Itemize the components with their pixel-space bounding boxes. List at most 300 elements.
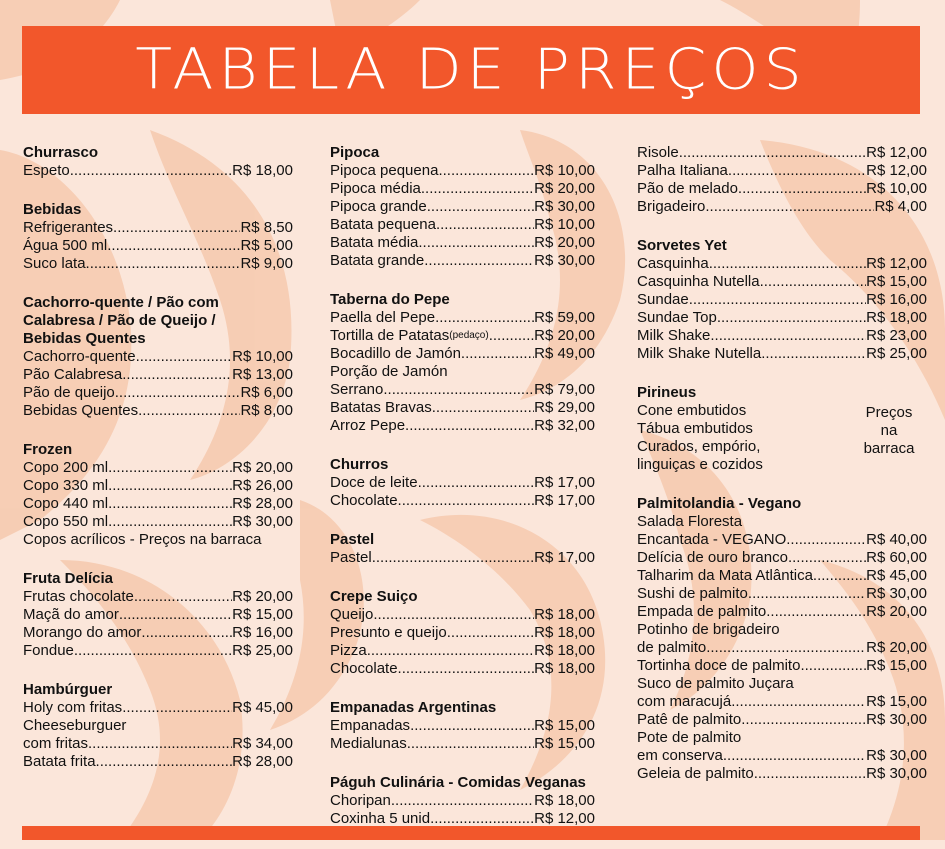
menu-item — [330, 624, 595, 642]
item-name: Casquinha Nutella — [637, 273, 760, 290]
item-name: Paella del Pepe — [330, 309, 436, 326]
item-name: Chocolate — [330, 660, 398, 677]
item-name: Bocadillo de Jamón — [330, 345, 461, 362]
dot-leader — [383, 381, 534, 399]
item-name: Refrigerantes — [23, 219, 114, 236]
menu-item — [637, 144, 927, 162]
dot-leader — [86, 255, 241, 273]
item-name: Pastel — [330, 549, 372, 566]
menu-text: Tábua embutidos — [637, 420, 753, 437]
menu-item — [330, 399, 595, 417]
menu-item — [23, 495, 293, 513]
dot-leader — [741, 711, 866, 729]
menu-item — [23, 735, 293, 753]
dot-leader — [723, 747, 866, 765]
dot-leader — [108, 459, 232, 477]
menu-item — [23, 237, 293, 255]
item-price: R$ 29,00 — [534, 399, 595, 416]
dot-leader — [432, 399, 534, 417]
item-name: Batata pequena — [330, 216, 436, 233]
item-name: Chocolate — [330, 492, 398, 509]
item-name: Batatas Bravas — [330, 399, 432, 416]
menu-item — [637, 531, 927, 549]
menu-text: Pote de palmito — [637, 729, 742, 746]
menu-item — [330, 162, 595, 180]
menu-section — [23, 441, 293, 549]
menu-text: Suco de palmito Juçara — [637, 675, 794, 692]
dot-leader — [738, 180, 866, 198]
menu-item — [23, 348, 293, 366]
dot-leader — [679, 144, 866, 162]
price-note — [849, 404, 929, 458]
section-title: Sorvetes Yet — [637, 237, 727, 254]
dot-leader — [717, 309, 866, 327]
section-title: Crepe Suiço — [330, 588, 418, 605]
item-price: R$ 20,00 — [534, 180, 595, 197]
section-title: Palmitolandia - Vegano — [637, 495, 802, 512]
menu-item — [330, 735, 595, 753]
dot-leader — [119, 606, 232, 624]
dot-leader — [731, 693, 866, 711]
item-name: Talharim da Mata Atlântica — [637, 567, 813, 584]
menu-item — [330, 549, 595, 567]
menu-section — [637, 384, 927, 474]
dot-leader — [800, 657, 866, 675]
menu-item — [330, 642, 595, 660]
dot-leader — [461, 345, 534, 363]
dot-leader — [367, 642, 534, 660]
menu-item — [330, 309, 595, 327]
menu-text: Cheeseburguer — [23, 717, 127, 734]
menu-item — [637, 345, 927, 363]
dot-leader — [88, 735, 232, 753]
menu-item — [637, 198, 927, 216]
dot-leader — [70, 162, 232, 180]
item-price: R$ 28,00 — [232, 495, 293, 512]
menu-item — [637, 255, 927, 273]
item-name: Presunto e queijo — [330, 624, 447, 641]
item-name: Arroz Pepe — [330, 417, 406, 434]
dot-leader — [122, 699, 232, 717]
dot-leader — [407, 735, 534, 753]
item-price: R$ 79,00 — [534, 381, 595, 398]
item-name: Cachorro-quente — [23, 348, 136, 365]
dot-leader — [427, 198, 534, 216]
item-name: Milk Shake — [637, 327, 711, 344]
item-price: R$ 32,00 — [534, 417, 595, 434]
item-name: Pão Calabresa — [23, 366, 123, 383]
item-price: R$ 15,00 — [866, 657, 927, 674]
item-price: R$ 30,00 — [534, 198, 595, 215]
item-name: Choripan — [330, 792, 391, 809]
menu-item — [330, 252, 595, 270]
dot-leader — [689, 291, 866, 309]
menu-item — [23, 219, 293, 237]
dot-leader — [115, 384, 241, 402]
item-name: Copo 550 ml — [23, 513, 109, 530]
menu-item — [23, 606, 293, 624]
menu-section — [330, 588, 595, 678]
dot-leader — [74, 642, 232, 660]
dot-leader — [405, 417, 534, 435]
dot-leader — [96, 753, 233, 771]
item-name: Suco lata — [23, 255, 86, 272]
menu-item — [637, 291, 927, 309]
item-price: R$ 20,00 — [534, 327, 595, 344]
menu-item — [330, 327, 595, 345]
menu-item — [330, 234, 595, 252]
item-name: Morango do amor — [23, 624, 142, 641]
item-name: Empanadas — [330, 717, 411, 734]
section-title: Páguh Culinária - Comidas Veganas — [330, 774, 586, 791]
dot-leader — [766, 603, 866, 621]
dot-leader — [435, 309, 534, 327]
section-title: Churrasco — [23, 144, 99, 161]
menu-item — [23, 753, 293, 771]
dot-leader — [786, 531, 866, 549]
item-price: R$ 6,00 — [240, 384, 293, 401]
dot-leader — [430, 810, 534, 828]
menu-item — [23, 477, 293, 495]
dot-leader — [438, 162, 534, 180]
menu-item — [330, 474, 595, 492]
item-price: R$ 45,00 — [232, 699, 293, 716]
menu-item — [23, 384, 293, 402]
item-name: com fritas — [23, 735, 89, 752]
title-banner — [22, 26, 920, 114]
menu-item — [330, 417, 595, 435]
item-price: R$ 10,00 — [866, 180, 927, 197]
menu-item — [637, 585, 927, 603]
item-price: R$ 15,00 — [232, 606, 293, 623]
menu-item — [637, 180, 927, 198]
dot-leader — [748, 585, 866, 603]
column-2 — [330, 144, 595, 849]
item-price: R$ 18,00 — [232, 162, 293, 179]
item-price: R$ 15,00 — [866, 693, 927, 710]
menu-item — [330, 198, 595, 216]
section-title: Calabresa / Pão de Queijo / — [23, 312, 216, 329]
item-price: R$ 20,00 — [534, 234, 595, 251]
dot-leader — [447, 624, 534, 642]
item-name: Frutas chocolate — [23, 588, 134, 605]
item-name: Copo 200 ml — [23, 459, 109, 476]
page-title: TABELA DE PREÇOS — [135, 37, 807, 103]
section-title: Empanadas Argentinas — [330, 699, 497, 716]
menu-section — [23, 201, 293, 273]
item-price: R$ 12,00 — [866, 255, 927, 272]
item-price: R$ 13,00 — [232, 366, 293, 383]
item-name: Sundae Top — [637, 309, 717, 326]
menu-text: Porção de Jamón — [330, 363, 448, 380]
item-price: R$ 18,00 — [534, 606, 595, 623]
item-price: R$ 12,00 — [866, 144, 927, 161]
item-price: R$ 20,00 — [232, 459, 293, 476]
item-price: R$ 17,00 — [534, 492, 595, 509]
item-name: Bebidas Quentes — [23, 402, 139, 419]
item-name: de palmito — [637, 639, 707, 656]
item-name: Milk Shake Nutella — [637, 345, 762, 362]
item-price: R$ 30,00 — [866, 585, 927, 602]
dot-leader — [138, 402, 240, 420]
item-name: Serrano — [330, 381, 384, 398]
item-price: R$ 10,00 — [534, 216, 595, 233]
menu-item — [330, 606, 595, 624]
menu-item — [23, 642, 293, 660]
menu-item — [23, 162, 293, 180]
item-price: R$ 30,00 — [866, 747, 927, 764]
menu-item — [23, 624, 293, 642]
section-title: Cachorro-quente / Pão com — [23, 294, 219, 311]
section-title: Bebidas Quentes — [23, 330, 146, 347]
item-name: Geleia de palmito — [637, 765, 754, 782]
menu-text: linguiças e cozidos — [637, 456, 763, 473]
item-price: R$ 20,00 — [866, 603, 927, 620]
dot-leader — [705, 198, 874, 216]
menu-item — [330, 792, 595, 810]
item-name: Espeto — [23, 162, 70, 179]
menu-item — [23, 699, 293, 717]
menu-item — [23, 366, 293, 384]
dot-leader — [410, 717, 534, 735]
price-note-line: barraca — [863, 440, 915, 457]
menu-item — [637, 657, 927, 675]
item-price: R$ 12,00 — [866, 162, 927, 179]
item-price: R$ 17,00 — [534, 474, 595, 491]
item-price: R$ 4,00 — [874, 198, 927, 215]
menu-text: Cone embutidos — [637, 402, 747, 419]
item-name: com maracujá — [637, 693, 732, 710]
item-name: Batata frita — [23, 753, 96, 770]
menu-item — [637, 693, 927, 711]
item-price: R$ 18,00 — [534, 792, 595, 809]
item-price: R$ 25,00 — [866, 345, 927, 362]
column-3 — [637, 144, 927, 804]
item-name: Sundae — [637, 291, 689, 308]
dot-leader — [107, 237, 240, 255]
menu-item — [637, 603, 927, 621]
menu-item — [330, 381, 595, 399]
item-name: Tortilla de Patatas — [330, 327, 450, 344]
menu-section — [330, 699, 595, 753]
menu-section — [637, 144, 927, 216]
item-name: Patê de palmito — [637, 711, 742, 728]
item-price: R$ 60,00 — [866, 549, 927, 566]
item-name: Batata grande — [330, 252, 425, 269]
item-name: Brigadeiro — [637, 198, 706, 215]
menu-item — [637, 162, 927, 180]
menu-section — [23, 570, 293, 660]
section-title: Fruta Delícia — [23, 570, 114, 587]
dot-leader — [813, 567, 866, 585]
dot-leader — [436, 216, 534, 234]
item-price: R$ 15,00 — [534, 735, 595, 752]
item-price: R$ 15,00 — [534, 717, 595, 734]
item-price: R$ 20,00 — [866, 639, 927, 656]
item-name: Pão de queijo — [23, 384, 115, 401]
menu-section — [637, 237, 927, 363]
item-price: R$ 30,00 — [866, 765, 927, 782]
menu-section — [330, 144, 595, 270]
dot-leader — [754, 765, 866, 783]
item-price: R$ 9,00 — [240, 255, 293, 272]
menu-section — [330, 291, 595, 435]
menu-section — [23, 681, 293, 771]
item-name: Risole — [637, 144, 679, 161]
item-name: Pipoca grande — [330, 198, 427, 215]
item-price: R$ 15,00 — [866, 273, 927, 290]
dot-leader — [489, 327, 534, 345]
item-name: Tortinha doce de palmito — [637, 657, 801, 674]
menu-item — [23, 402, 293, 420]
menu-item — [23, 588, 293, 606]
item-name: Copo 440 ml — [23, 495, 109, 512]
dot-leader — [424, 252, 534, 270]
dot-leader — [141, 624, 232, 642]
dot-leader — [134, 588, 232, 606]
menu-text: Potinho de brigadeiro — [637, 621, 780, 638]
item-price: R$ 10,00 — [534, 162, 595, 179]
item-price: R$ 59,00 — [534, 309, 595, 326]
item-price: R$ 49,00 — [534, 345, 595, 362]
item-price: R$ 10,00 — [232, 348, 293, 365]
menu-item — [637, 765, 927, 783]
dot-leader — [418, 234, 534, 252]
menu-item — [23, 459, 293, 477]
dot-leader — [398, 492, 535, 510]
item-name: Queijo — [330, 606, 374, 623]
menu-section — [637, 495, 927, 783]
section-title: Pipoca — [330, 144, 380, 161]
section-title: Taberna do Pepe — [330, 291, 450, 308]
item-price: R$ 25,00 — [232, 642, 293, 659]
dot-leader — [760, 273, 867, 291]
menu-item — [637, 567, 927, 585]
item-price: R$ 8,00 — [240, 402, 293, 419]
item-name: Casquinha — [637, 255, 709, 272]
item-price: R$ 18,00 — [534, 660, 595, 677]
dot-leader — [418, 474, 535, 492]
menu-section — [23, 294, 293, 420]
menu-item — [637, 549, 927, 567]
menu-item — [637, 327, 927, 345]
item-name: Fondue — [23, 642, 74, 659]
item-name: Batata média — [330, 234, 419, 251]
item-name: Holy com fritas — [23, 699, 123, 716]
item-name: Água 500 ml — [23, 237, 108, 254]
item-name: Medialunas — [330, 735, 407, 752]
item-price: R$ 18,00 — [866, 309, 927, 326]
dot-leader — [122, 366, 232, 384]
item-price: R$ 16,00 — [232, 624, 293, 641]
item-price: R$ 30,00 — [534, 252, 595, 269]
item-name: Pizza — [330, 642, 367, 659]
item-price: R$ 18,00 — [534, 624, 595, 641]
menu-text: Copos acrílicos - Preços na barraca — [23, 531, 262, 548]
menu-section — [330, 774, 595, 828]
dot-leader — [398, 660, 535, 678]
dot-leader — [706, 639, 866, 657]
dot-leader — [136, 348, 233, 366]
item-price: R$ 17,00 — [534, 549, 595, 566]
dot-leader — [728, 162, 866, 180]
dot-leader — [421, 180, 534, 198]
item-name: Copo 330 ml — [23, 477, 109, 494]
menu-item — [23, 255, 293, 273]
menu-item — [330, 345, 595, 363]
item-price: R$ 8,50 — [240, 219, 293, 236]
dot-leader — [788, 549, 866, 567]
item-price: R$ 30,00 — [232, 513, 293, 530]
menu-item — [637, 747, 927, 765]
item-name: Pipoca média — [330, 180, 421, 197]
item-price: R$ 26,00 — [232, 477, 293, 494]
dot-leader — [113, 219, 240, 237]
item-price: R$ 45,00 — [866, 567, 927, 584]
menu-item — [330, 180, 595, 198]
item-name: Maçã do amor — [23, 606, 119, 623]
menu-item — [330, 492, 595, 510]
menu-section — [23, 144, 293, 180]
item-name: Doce de leite — [330, 474, 418, 491]
section-title: Frozen — [23, 441, 73, 458]
item-note: (pedaço) — [449, 330, 489, 341]
dot-leader — [761, 345, 866, 363]
item-price: R$ 28,00 — [232, 753, 293, 770]
menu-item — [330, 216, 595, 234]
item-price: R$ 40,00 — [866, 531, 927, 548]
column-1 — [23, 144, 293, 792]
item-price: R$ 23,00 — [866, 327, 927, 344]
menu-item — [637, 711, 927, 729]
item-price: R$ 30,00 — [866, 711, 927, 728]
section-title: Churros — [330, 456, 389, 473]
item-name: Pipoca pequena — [330, 162, 439, 179]
item-name: em conserva — [637, 747, 723, 764]
price-note-line: Preços — [865, 404, 913, 421]
dot-leader — [391, 792, 534, 810]
dot-leader — [108, 513, 232, 531]
dot-leader — [108, 495, 232, 513]
item-price: R$ 20,00 — [232, 588, 293, 605]
menu-text: Salada Floresta — [637, 513, 743, 530]
item-price: R$ 16,00 — [866, 291, 927, 308]
item-price: R$ 12,00 — [534, 810, 595, 827]
menu-item — [637, 309, 927, 327]
section-title: Pirineus — [637, 384, 697, 401]
item-price: R$ 18,00 — [534, 642, 595, 659]
section-title: Hambúrguer — [23, 681, 113, 698]
menu-section — [330, 531, 595, 567]
item-price: R$ 5,00 — [240, 237, 293, 254]
section-title: Pastel — [330, 531, 375, 548]
menu-section — [330, 456, 595, 510]
menu-item — [330, 717, 595, 735]
item-name: Empada de palmito — [637, 603, 767, 620]
item-name: Palha Italiana — [637, 162, 728, 179]
item-name: Delícia de ouro branco — [637, 549, 788, 566]
price-note-line: na — [880, 422, 898, 439]
menu-item — [637, 639, 927, 657]
menu-item — [330, 660, 595, 678]
dot-leader — [108, 477, 232, 495]
dot-leader — [710, 327, 866, 345]
item-name: Pão de melado — [637, 180, 738, 197]
dot-leader — [373, 606, 534, 624]
item-name: Sushi de palmito — [637, 585, 748, 602]
dot-leader — [709, 255, 866, 273]
item-name: Encantada - VEGANO — [637, 531, 787, 548]
